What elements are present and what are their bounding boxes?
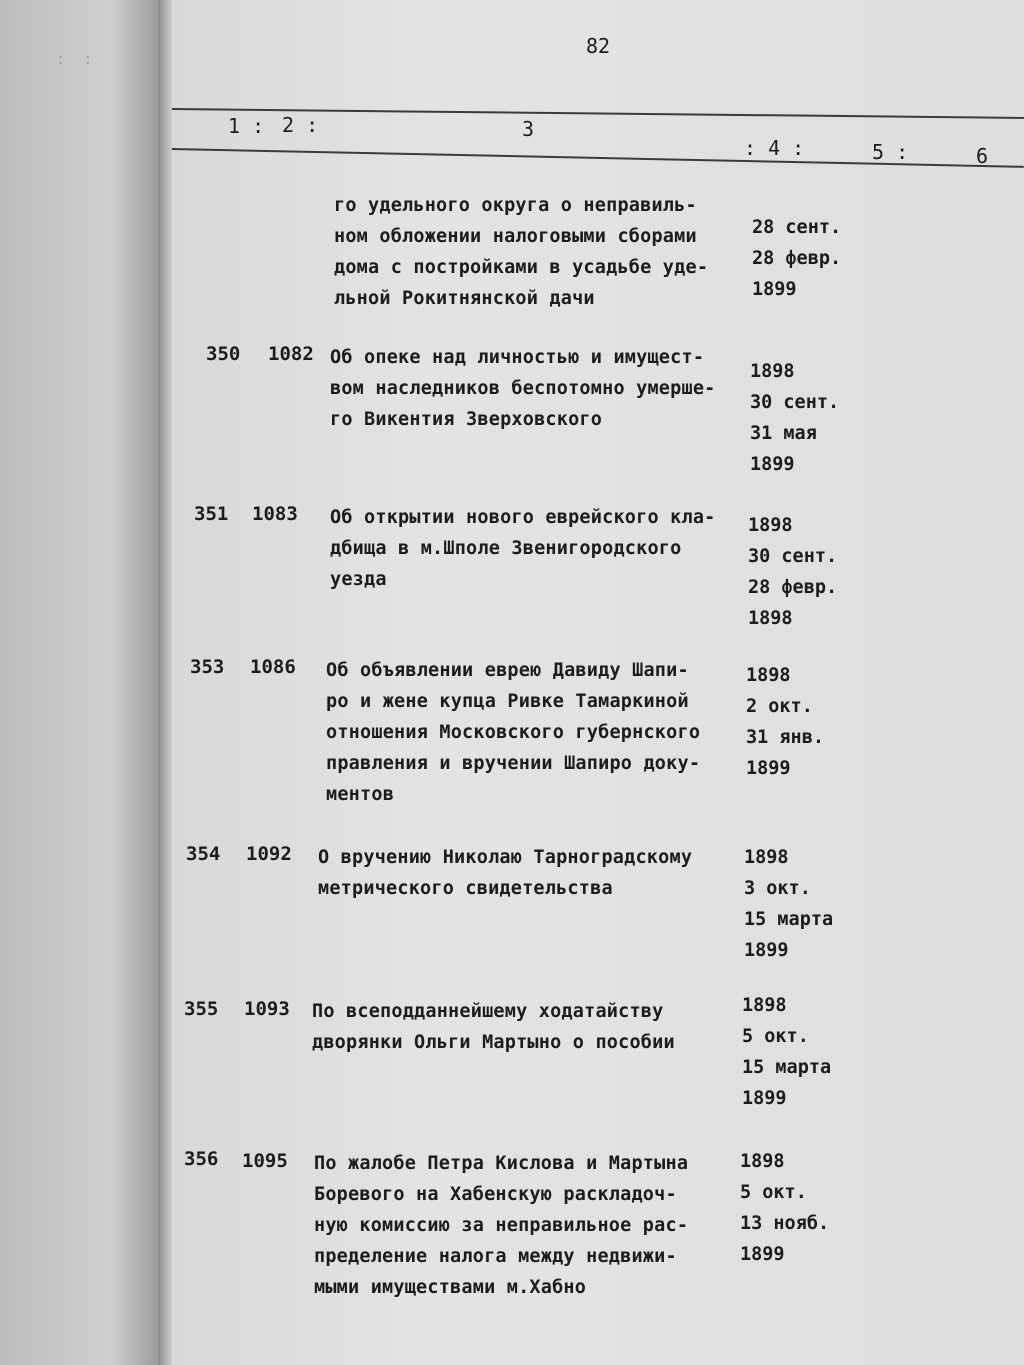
entry-number: 351: [194, 503, 229, 525]
entry-number: 355: [184, 998, 219, 1020]
entry-dates: 1898 30 сент. 31 мая 1899: [750, 361, 840, 475]
entry-file-number: 1093: [244, 998, 290, 1020]
entry-file-number: 1082: [268, 343, 314, 365]
entry-file-number: 1083: [252, 503, 298, 525]
entry-dates: 1898 5 окт. 13 нояб. 1899: [740, 1151, 830, 1265]
entry-title: Об опеке над личностью и имущест- вом наследников беспотомно умерше- го Викентия Зверховского: [330, 347, 716, 430]
facing-page: [0, 0, 160, 1365]
column-header-2: 2 :: [282, 113, 319, 137]
column-header-6: 6: [976, 144, 989, 168]
entry-number: 356: [184, 1148, 219, 1170]
column-header-3: 3: [522, 117, 535, 141]
entry-dates: 28 сент. 28 февр. 1899: [752, 217, 842, 300]
entry-dates: 1898 30 сент. 28 февр. 1898: [748, 515, 838, 629]
page-number: 82: [586, 34, 611, 58]
entry-number: 353: [190, 656, 225, 678]
entry-file-number: 1086: [250, 656, 296, 678]
entry-number: 350: [206, 343, 241, 365]
entry-title: По жалобе Петра Кислова и Мартына Боревого на Хабенскую раскладоч- ную комиссию за неправильное рас- пределение налога между недвижи- мыми имуществами м.Хабно: [314, 1153, 689, 1298]
column-header-1: 1 :: [228, 114, 265, 138]
entry-dates: 1898 5 окт. 15 марта 1899: [742, 995, 832, 1109]
entry-title: По всеподданнейшему ходатайству дворянки Ольги Мартыно о пособии: [312, 1001, 675, 1053]
column-header-5: 5 :: [872, 140, 909, 164]
entry-title: О вручению Николаю Тарноградскому метрического свидетельства: [318, 847, 693, 899]
entry-dates: 1898 2 окт. 31 янв. 1899: [746, 665, 824, 779]
entry-title: Об открытии нового еврейского кла- дбища в м.Шполе Звенигородского уезда: [330, 507, 716, 590]
entry-title: Об объявлении еврею Давиду Шапи- ро и жене купца Ривке Тамаркиной отношения Московского губернского правления и вручении Шапиро доку- ментов: [326, 660, 701, 805]
entry-dates: 1898 3 окт. 15 марта 1899: [744, 847, 834, 961]
entry-file-number: 1092: [246, 843, 292, 865]
entry-title: го удельного округа о неправиль- ном обложении налоговыми сборами дома с постройками в усадьбе уде- льной Рокитнянской дачи: [334, 195, 709, 309]
entry-file-number: 1095: [242, 1150, 288, 1172]
entry-number: 354: [186, 843, 221, 865]
column-header-4: : 4 :: [744, 136, 805, 160]
facing-page-shadow: : :: [56, 50, 93, 68]
